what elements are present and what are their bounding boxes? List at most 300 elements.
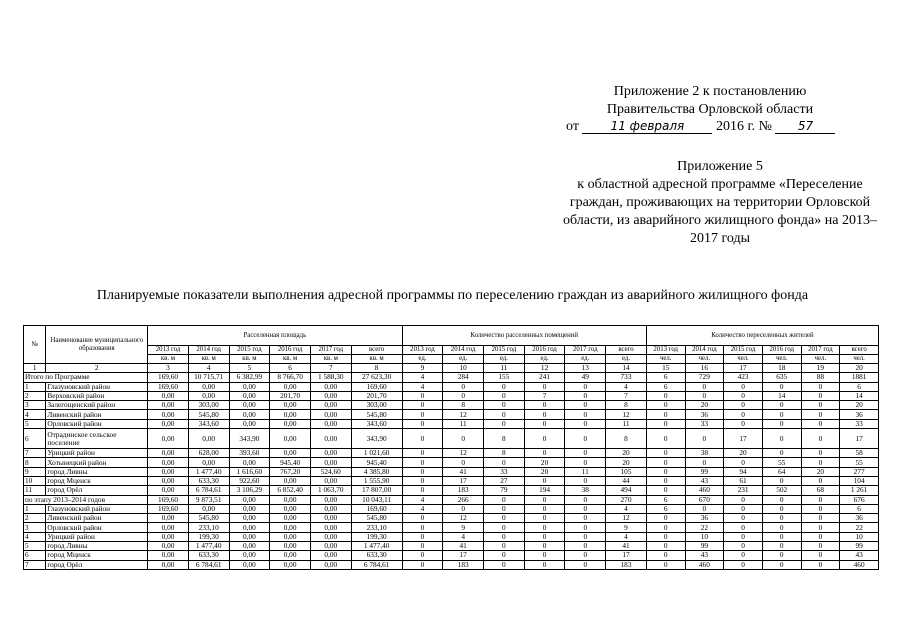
value-cell: 0,00 xyxy=(148,458,189,467)
value-cell: 0 xyxy=(565,514,606,523)
value-cell: 545,80 xyxy=(188,410,229,419)
table-row xyxy=(24,467,879,476)
value-cell: 0,00 xyxy=(270,542,311,551)
unit-header: кв. м xyxy=(270,355,311,364)
year-header: 2017 год xyxy=(310,346,351,355)
value-cell: 0 xyxy=(484,419,525,428)
value-cell: 0 xyxy=(724,514,763,523)
value-cell: 9 xyxy=(443,523,484,532)
value-cell: 393,60 xyxy=(229,449,270,458)
value-cell: 3 106,29 xyxy=(229,486,270,495)
value-cell: 49 xyxy=(565,373,606,382)
value-cell: 0 xyxy=(724,401,763,410)
value-cell: 155 xyxy=(484,373,525,382)
value-cell: 0,00 xyxy=(270,401,311,410)
value-cell: 4 xyxy=(606,504,647,513)
table-row xyxy=(24,382,879,391)
value-cell: 0,00 xyxy=(148,486,189,495)
value-cell: 0 xyxy=(402,401,443,410)
value-cell: 0,00 xyxy=(310,458,351,467)
municipality-cell: по этапу 2013–2014 годов xyxy=(24,495,148,504)
value-cell: 0 xyxy=(646,542,685,551)
value-cell: 945,40 xyxy=(351,458,402,467)
header-area: Расселенная площадь xyxy=(148,326,402,346)
value-cell: 20 xyxy=(840,401,879,410)
from-label: от xyxy=(566,119,579,134)
unit-header: чел. xyxy=(724,355,763,364)
municipality-cell: город Орёл xyxy=(46,486,148,495)
value-cell: 0,00 xyxy=(229,523,270,532)
column-number: 18 xyxy=(762,364,801,373)
municipality-cell: город Ливны xyxy=(46,542,148,551)
municipality-cell: город Мценск xyxy=(46,476,148,485)
row-number-cell: 5 xyxy=(24,419,46,428)
value-cell: 0 xyxy=(565,523,606,532)
value-cell: 0 xyxy=(801,429,840,449)
value-cell: 0 xyxy=(565,542,606,551)
year-header: 2013 год xyxy=(646,346,685,355)
value-cell: 7 xyxy=(524,391,565,400)
value-cell: 0 xyxy=(443,391,484,400)
value-cell: 169,60 xyxy=(351,504,402,513)
unit-header: ед. xyxy=(565,355,606,364)
value-cell: 36 xyxy=(840,514,879,523)
value-cell: 104 xyxy=(840,476,879,485)
value-cell: 0,00 xyxy=(229,514,270,523)
value-cell: 0 xyxy=(565,429,606,449)
municipality-cell: Ливенский район xyxy=(46,514,148,523)
value-cell: 284 xyxy=(443,373,484,382)
value-cell: 0,00 xyxy=(270,504,311,513)
year-header: всего xyxy=(606,346,647,355)
value-cell: 8 766,70 xyxy=(270,373,311,382)
value-cell: 8 xyxy=(606,429,647,449)
value-cell: 0,00 xyxy=(148,532,189,541)
value-cell: 0 xyxy=(524,551,565,560)
unit-header: кв. м xyxy=(188,355,229,364)
value-cell: 0 xyxy=(402,458,443,467)
value-cell: 0 xyxy=(724,391,763,400)
unit-header: кв. м xyxy=(148,355,189,364)
value-cell: 0 xyxy=(484,495,525,504)
value-cell: 0 xyxy=(524,476,565,485)
value-cell: 0,00 xyxy=(310,495,351,504)
value-cell: 94 xyxy=(724,467,763,476)
value-cell: 0,00 xyxy=(270,476,311,485)
value-cell: 0 xyxy=(646,532,685,541)
value-cell: 183 xyxy=(443,486,484,495)
value-cell: 14 xyxy=(762,391,801,400)
value-cell: 17 xyxy=(724,429,763,449)
table-row xyxy=(24,486,879,495)
value-cell: 0 xyxy=(524,429,565,449)
value-cell: 55 xyxy=(840,458,879,467)
decree-header-line2: Правительства Орловской области xyxy=(606,102,814,117)
value-cell: 0 xyxy=(443,429,484,449)
decree-date-line xyxy=(566,118,876,136)
value-cell: 43 xyxy=(685,476,724,485)
value-cell: 0,00 xyxy=(229,410,270,419)
value-cell: 0 xyxy=(762,419,801,428)
value-cell: 61 xyxy=(724,476,763,485)
unit-header: ед. xyxy=(484,355,525,364)
years-header-row xyxy=(24,346,879,355)
table-row xyxy=(24,542,879,551)
value-cell: 0 xyxy=(484,504,525,513)
value-cell: 0,00 xyxy=(270,410,311,419)
value-cell: 670 xyxy=(685,495,724,504)
value-cell: 423 xyxy=(724,373,763,382)
value-cell: 88 xyxy=(801,373,840,382)
value-cell: 12 xyxy=(443,410,484,419)
value-cell: 22 xyxy=(685,523,724,532)
value-cell: 0,00 xyxy=(270,532,311,541)
table-row xyxy=(24,514,879,523)
value-cell: 0 xyxy=(402,419,443,428)
value-cell: 0 xyxy=(524,560,565,569)
value-cell: 169,60 xyxy=(148,382,189,391)
value-cell: 0 xyxy=(646,514,685,523)
value-cell: 0,00 xyxy=(270,560,311,569)
column-number: 6 xyxy=(270,364,311,373)
value-cell: 545,80 xyxy=(351,514,402,523)
value-cell: 241 xyxy=(524,373,565,382)
value-cell: 0 xyxy=(484,382,525,391)
value-cell: 4 xyxy=(402,495,443,504)
municipality-cell: город Орёл xyxy=(46,560,148,569)
value-cell: 0 xyxy=(685,382,724,391)
value-cell: 0 xyxy=(646,523,685,532)
value-cell: 0,00 xyxy=(229,391,270,400)
value-cell: 183 xyxy=(443,560,484,569)
value-cell: 8 xyxy=(484,429,525,449)
value-cell: 0 xyxy=(646,458,685,467)
value-cell: 4 xyxy=(443,532,484,541)
handwritten-date: 11 февраля xyxy=(582,119,712,134)
value-cell: 0 xyxy=(402,523,443,532)
value-cell: 633,30 xyxy=(188,551,229,560)
value-cell: 12 xyxy=(443,449,484,458)
value-cell: 0,00 xyxy=(229,401,270,410)
value-cell: 0,00 xyxy=(148,476,189,485)
value-cell: 0,00 xyxy=(310,391,351,400)
row-number-cell: 10 xyxy=(24,476,46,485)
value-cell: 0 xyxy=(646,560,685,569)
value-cell: 0 xyxy=(484,532,525,541)
appendix-subtitle: к областной адресной программе «Переселение граждан, проживающих на территории Орловской области, из аварийного жилищного фонда» на 2013–2017 годы xyxy=(563,177,877,246)
value-cell: 20 xyxy=(606,449,647,458)
value-cell: 343,60 xyxy=(351,419,402,428)
value-cell: 0 xyxy=(402,532,443,541)
units-header-row xyxy=(24,355,879,364)
value-cell: 524,60 xyxy=(310,467,351,476)
value-cell: 0 xyxy=(402,514,443,523)
value-cell: 12 xyxy=(443,514,484,523)
row-number-cell: 2 xyxy=(24,391,46,400)
value-cell: 266 xyxy=(443,495,484,504)
value-cell: 183 xyxy=(606,560,647,569)
unit-header: ед. xyxy=(443,355,484,364)
column-number-row xyxy=(24,364,879,373)
value-cell: 6 784,61 xyxy=(188,560,229,569)
year-header: 2015 год xyxy=(229,346,270,355)
value-cell: 0,00 xyxy=(310,560,351,569)
value-cell: 6 382,99 xyxy=(229,373,270,382)
value-cell: 0 xyxy=(524,410,565,419)
value-cell: 0,00 xyxy=(229,542,270,551)
value-cell: 20 xyxy=(685,401,724,410)
value-cell: 0,00 xyxy=(310,551,351,560)
value-cell: 0,00 xyxy=(148,523,189,532)
value-cell: 0 xyxy=(524,382,565,391)
value-cell: 0,00 xyxy=(148,560,189,569)
value-cell: 0 xyxy=(724,458,763,467)
municipality-cell: Орловский район xyxy=(46,523,148,532)
table-row xyxy=(24,458,879,467)
unit-header: кв. м xyxy=(310,355,351,364)
value-cell: 0,00 xyxy=(310,514,351,523)
value-cell: 0 xyxy=(565,449,606,458)
value-cell: 0,00 xyxy=(229,495,270,504)
value-cell: 0 xyxy=(646,410,685,419)
value-cell: 343,60 xyxy=(188,419,229,428)
value-cell: 10 715,71 xyxy=(188,373,229,382)
table-row xyxy=(24,560,879,569)
value-cell: 0,00 xyxy=(310,401,351,410)
value-cell: 0 xyxy=(762,523,801,532)
value-cell: 343,90 xyxy=(351,429,402,449)
value-cell: 0 xyxy=(724,504,763,513)
municipality-cell: город Ливны xyxy=(46,467,148,476)
value-cell: 12 xyxy=(606,410,647,419)
value-cell: 0 xyxy=(646,429,685,449)
value-cell: 0,00 xyxy=(148,551,189,560)
value-cell: 0,00 xyxy=(229,551,270,560)
unit-header: чел. xyxy=(646,355,685,364)
year-header: 2016 год xyxy=(524,346,565,355)
column-number: 9 xyxy=(402,364,443,373)
value-cell: 0 xyxy=(762,429,801,449)
value-cell: 0,00 xyxy=(188,382,229,391)
value-cell: 0,00 xyxy=(270,382,311,391)
value-cell: 0 xyxy=(524,495,565,504)
value-cell: 4 xyxy=(606,382,647,391)
row-number-cell: 6 xyxy=(24,551,46,560)
municipality-cell: Ливенский район xyxy=(46,410,148,419)
year-header: 2017 год xyxy=(801,346,840,355)
row-number-cell: 9 xyxy=(24,467,46,476)
value-cell: 0 xyxy=(685,458,724,467)
value-cell: 0 xyxy=(646,419,685,428)
value-cell: 0 xyxy=(801,514,840,523)
value-cell: 0,00 xyxy=(188,429,229,449)
value-cell: 20 xyxy=(801,467,840,476)
value-cell: 0 xyxy=(484,560,525,569)
value-cell: 6 xyxy=(646,504,685,513)
column-number: 16 xyxy=(685,364,724,373)
column-number: 17 xyxy=(724,364,763,373)
appendix-title: Приложение 5 xyxy=(677,159,763,174)
value-cell: 0 xyxy=(801,551,840,560)
value-cell: 38 xyxy=(685,449,724,458)
unit-header: ед. xyxy=(402,355,443,364)
value-cell: 545,80 xyxy=(188,514,229,523)
header-number: № xyxy=(24,326,46,364)
header-municipality: Наименование муниципального образования xyxy=(46,326,148,364)
value-cell: 0,00 xyxy=(270,495,311,504)
value-cell: 1 021,60 xyxy=(351,449,402,458)
column-number: 12 xyxy=(524,364,565,373)
value-cell: 0,00 xyxy=(270,449,311,458)
year-header: 2013 год xyxy=(402,346,443,355)
value-cell: 0 xyxy=(724,523,763,532)
value-cell: 99 xyxy=(685,467,724,476)
value-cell: 0 xyxy=(646,551,685,560)
value-cell: 1 477,40 xyxy=(351,542,402,551)
year-header: 2016 год xyxy=(270,346,311,355)
header-residents: Количество переселенных жителей xyxy=(646,326,878,346)
value-cell: 0 xyxy=(762,495,801,504)
value-cell: 43 xyxy=(685,551,724,560)
value-cell: 0,00 xyxy=(229,560,270,569)
value-cell: 11 xyxy=(443,419,484,428)
table-row xyxy=(24,504,879,513)
table-row xyxy=(24,391,879,400)
value-cell: 0,00 xyxy=(310,382,351,391)
value-cell: 0 xyxy=(724,532,763,541)
value-cell: 4 xyxy=(402,504,443,513)
value-cell: 0 xyxy=(524,532,565,541)
value-cell: 0 xyxy=(484,410,525,419)
value-cell: 0,00 xyxy=(188,504,229,513)
value-cell: 1881 xyxy=(840,373,879,382)
unit-header: чел. xyxy=(840,355,879,364)
value-cell: 0 xyxy=(762,551,801,560)
unit-header: чел. xyxy=(762,355,801,364)
value-cell: 0,00 xyxy=(270,429,311,449)
value-cell: 6 xyxy=(840,382,879,391)
value-cell: 0 xyxy=(565,419,606,428)
value-cell: 105 xyxy=(606,467,647,476)
table-row xyxy=(24,401,879,410)
value-cell: 0,00 xyxy=(229,458,270,467)
row-number-cell: 8 xyxy=(24,458,46,467)
value-cell: 0 xyxy=(402,560,443,569)
value-cell: 1 261 xyxy=(840,486,879,495)
value-cell: 4 xyxy=(606,532,647,541)
value-cell: 0 xyxy=(724,410,763,419)
municipality-cell: Глазуновский район xyxy=(46,504,148,513)
row-number-cell: 2 xyxy=(24,514,46,523)
unit-header: ед. xyxy=(524,355,565,364)
indicators-table xyxy=(23,325,879,570)
value-cell: 41 xyxy=(606,542,647,551)
value-cell: 0 xyxy=(801,476,840,485)
value-cell: 17 807,00 xyxy=(351,486,402,495)
value-cell: 10 xyxy=(840,532,879,541)
value-cell: 6 784,61 xyxy=(188,486,229,495)
value-cell: 199,30 xyxy=(188,532,229,541)
value-cell: 41 xyxy=(443,542,484,551)
value-cell: 17 xyxy=(443,551,484,560)
table-row xyxy=(24,410,879,419)
row-number-cell: 3 xyxy=(24,523,46,532)
value-cell: 0 xyxy=(801,504,840,513)
value-cell: 79 xyxy=(484,486,525,495)
value-cell: 460 xyxy=(685,560,724,569)
value-cell: 0 xyxy=(762,542,801,551)
value-cell: 0,00 xyxy=(229,382,270,391)
value-cell: 0 xyxy=(484,401,525,410)
table-row xyxy=(24,495,879,504)
row-number-cell: 1 xyxy=(24,504,46,513)
value-cell: 277 xyxy=(840,467,879,476)
year-header: 2016 год xyxy=(762,346,801,355)
value-cell: 545,80 xyxy=(351,410,402,419)
value-cell: 0 xyxy=(565,410,606,419)
value-cell: 676 xyxy=(840,495,879,504)
value-cell: 0 xyxy=(801,542,840,551)
value-cell: 55 xyxy=(762,458,801,467)
decree-header-line1: Приложение 2 к постановлению xyxy=(613,84,807,99)
value-cell: 0,00 xyxy=(310,476,351,485)
value-cell: 0 xyxy=(402,467,443,476)
header-premises: Количество расселенных помещений xyxy=(402,326,646,346)
year-header: 2013 год xyxy=(148,346,189,355)
value-cell: 1 555,90 xyxy=(351,476,402,485)
value-cell: 303,00 xyxy=(351,401,402,410)
value-cell: 33 xyxy=(484,467,525,476)
value-cell: 0 xyxy=(524,449,565,458)
municipality-cell: Урицкий район xyxy=(46,532,148,541)
value-cell: 0 xyxy=(565,532,606,541)
value-cell: 922,60 xyxy=(229,476,270,485)
value-cell: 0 xyxy=(402,449,443,458)
row-number-cell: 1 xyxy=(24,382,46,391)
value-cell: 0 xyxy=(801,560,840,569)
value-cell: 6 xyxy=(646,495,685,504)
value-cell: 0 xyxy=(801,495,840,504)
value-cell: 4 xyxy=(402,373,443,382)
value-cell: 0 xyxy=(646,476,685,485)
value-cell: 0,00 xyxy=(148,542,189,551)
value-cell: 767,20 xyxy=(270,467,311,476)
value-cell: 0 xyxy=(801,419,840,428)
value-cell: 12 xyxy=(606,514,647,523)
table-row xyxy=(24,476,879,485)
table-row xyxy=(24,523,879,532)
value-cell: 6 xyxy=(840,504,879,513)
unit-header: чел. xyxy=(801,355,840,364)
value-cell: 0 xyxy=(724,560,763,569)
value-cell: 0 xyxy=(484,514,525,523)
value-cell: 6 784,61 xyxy=(351,560,402,569)
value-cell: 41 xyxy=(443,467,484,476)
handwritten-number: 57 xyxy=(775,119,835,134)
value-cell: 0 xyxy=(524,523,565,532)
value-cell: 169,60 xyxy=(148,495,189,504)
value-cell: 635 xyxy=(762,373,801,382)
value-cell: 0 xyxy=(402,410,443,419)
value-cell: 20 xyxy=(724,449,763,458)
column-number: 20 xyxy=(840,364,879,373)
value-cell: 733 xyxy=(606,373,647,382)
year-header: 2017 год xyxy=(565,346,606,355)
value-cell: 0 xyxy=(524,504,565,513)
value-cell: 0 xyxy=(724,542,763,551)
value-cell: 0 xyxy=(801,449,840,458)
column-number: 15 xyxy=(646,364,685,373)
